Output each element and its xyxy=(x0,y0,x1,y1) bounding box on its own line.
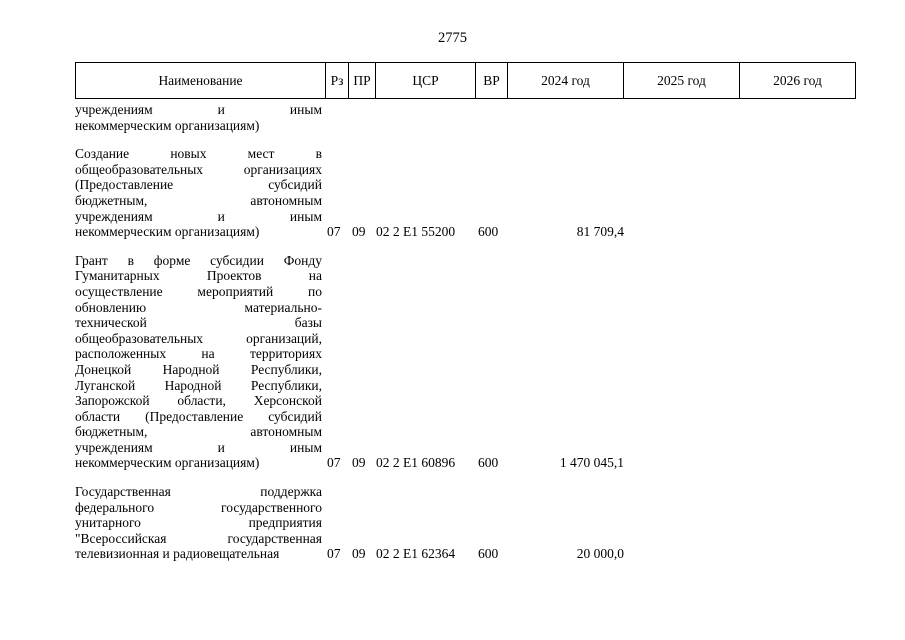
row-csr: 02 2 E1 55200 xyxy=(376,224,456,240)
row-name-line: Запорожской области, Херсонской xyxy=(75,393,322,409)
row-vr: 600 xyxy=(478,224,499,240)
row-name-line: учреждениям и иным xyxy=(75,208,322,224)
row-name-line: технической базы xyxy=(75,315,322,331)
row-name-line: унитарного предприятия xyxy=(75,515,322,531)
row-name-line: общеобразовательных организациях xyxy=(75,161,322,177)
row-rz: 07 xyxy=(327,224,341,240)
row-value-2024: 20 000,0 xyxy=(576,546,624,562)
header-2026: 2026 год xyxy=(740,63,856,99)
row-name-line: Гуманитарных Проектов на xyxy=(75,268,322,284)
row-name-line: Создание новых мест в xyxy=(75,146,322,162)
row-name-line: телевизионная и радиовещательная xyxy=(75,546,280,562)
table-header xyxy=(75,62,856,99)
header-csr: ЦСР xyxy=(376,63,476,99)
row-pr: 09 xyxy=(352,546,366,562)
row-value-2024: 81 709,4 xyxy=(576,224,624,240)
header-rz: Рз xyxy=(326,63,349,99)
row-name-line: некоммерческим организациям) xyxy=(75,224,260,240)
row-pr: 09 xyxy=(352,224,366,240)
row-vr: 600 xyxy=(478,546,499,562)
header-2024: 2024 год xyxy=(508,63,624,99)
table-row xyxy=(75,146,855,240)
row-pr: 09 xyxy=(352,455,366,471)
row-name-line: (Предоставление субсидий xyxy=(75,177,322,193)
table-row xyxy=(75,253,855,471)
header-2025: 2025 год xyxy=(624,63,740,99)
row-name-line: учреждениям и иным xyxy=(75,102,322,117)
row-name xyxy=(75,253,322,471)
row-name-line: расположенных на территориях xyxy=(75,346,322,362)
row-name-line: Грант в форме субсидии Фонду xyxy=(75,252,322,268)
row-name-line: Луганской Народной Республики, xyxy=(75,377,322,393)
row-name-line: Донецкой Народной Республики, xyxy=(75,361,322,377)
row-rz: 07 xyxy=(327,455,341,471)
row-csr: 02 2 E1 60896 xyxy=(376,455,456,471)
row-name-line: обновлению материально- xyxy=(75,299,322,315)
row-name-line: федерального государственного xyxy=(75,499,322,515)
row-name-line: "Всероссийская государственная xyxy=(75,530,322,546)
row-name-line: бюджетным, автономным xyxy=(75,192,322,208)
row-csr: 02 2 E1 62364 xyxy=(376,546,456,562)
row-codes xyxy=(75,455,855,471)
row-codes xyxy=(75,118,855,134)
row-name-line: учреждениям и иным xyxy=(75,439,322,455)
row-name-line: Государственная поддержка xyxy=(75,484,322,500)
row-value-2024: 1 470 045,1 xyxy=(559,455,624,471)
row-codes xyxy=(75,546,855,562)
row-name-line: некоммерческим организациям) xyxy=(75,455,260,471)
row-codes xyxy=(75,224,855,240)
row-vr: 600 xyxy=(478,455,499,471)
row-name-line: области (Предоставление субсидий xyxy=(75,408,322,424)
header-pr: ПР xyxy=(349,63,376,99)
table-row xyxy=(75,102,855,133)
header-vr: ВР xyxy=(476,63,508,99)
row-name-line: общеобразовательных организаций, xyxy=(75,330,322,346)
row-name-line: осуществление мероприятий по xyxy=(75,283,322,299)
table-body xyxy=(75,102,855,575)
row-name-line: некоммерческим организациям) xyxy=(75,117,260,133)
header-name: Наименование xyxy=(76,63,326,99)
table-row xyxy=(75,484,855,562)
page-number: 2775 xyxy=(438,30,467,46)
row-rz: 07 xyxy=(327,546,341,562)
row-name-line: бюджетным, автономным xyxy=(75,424,322,440)
